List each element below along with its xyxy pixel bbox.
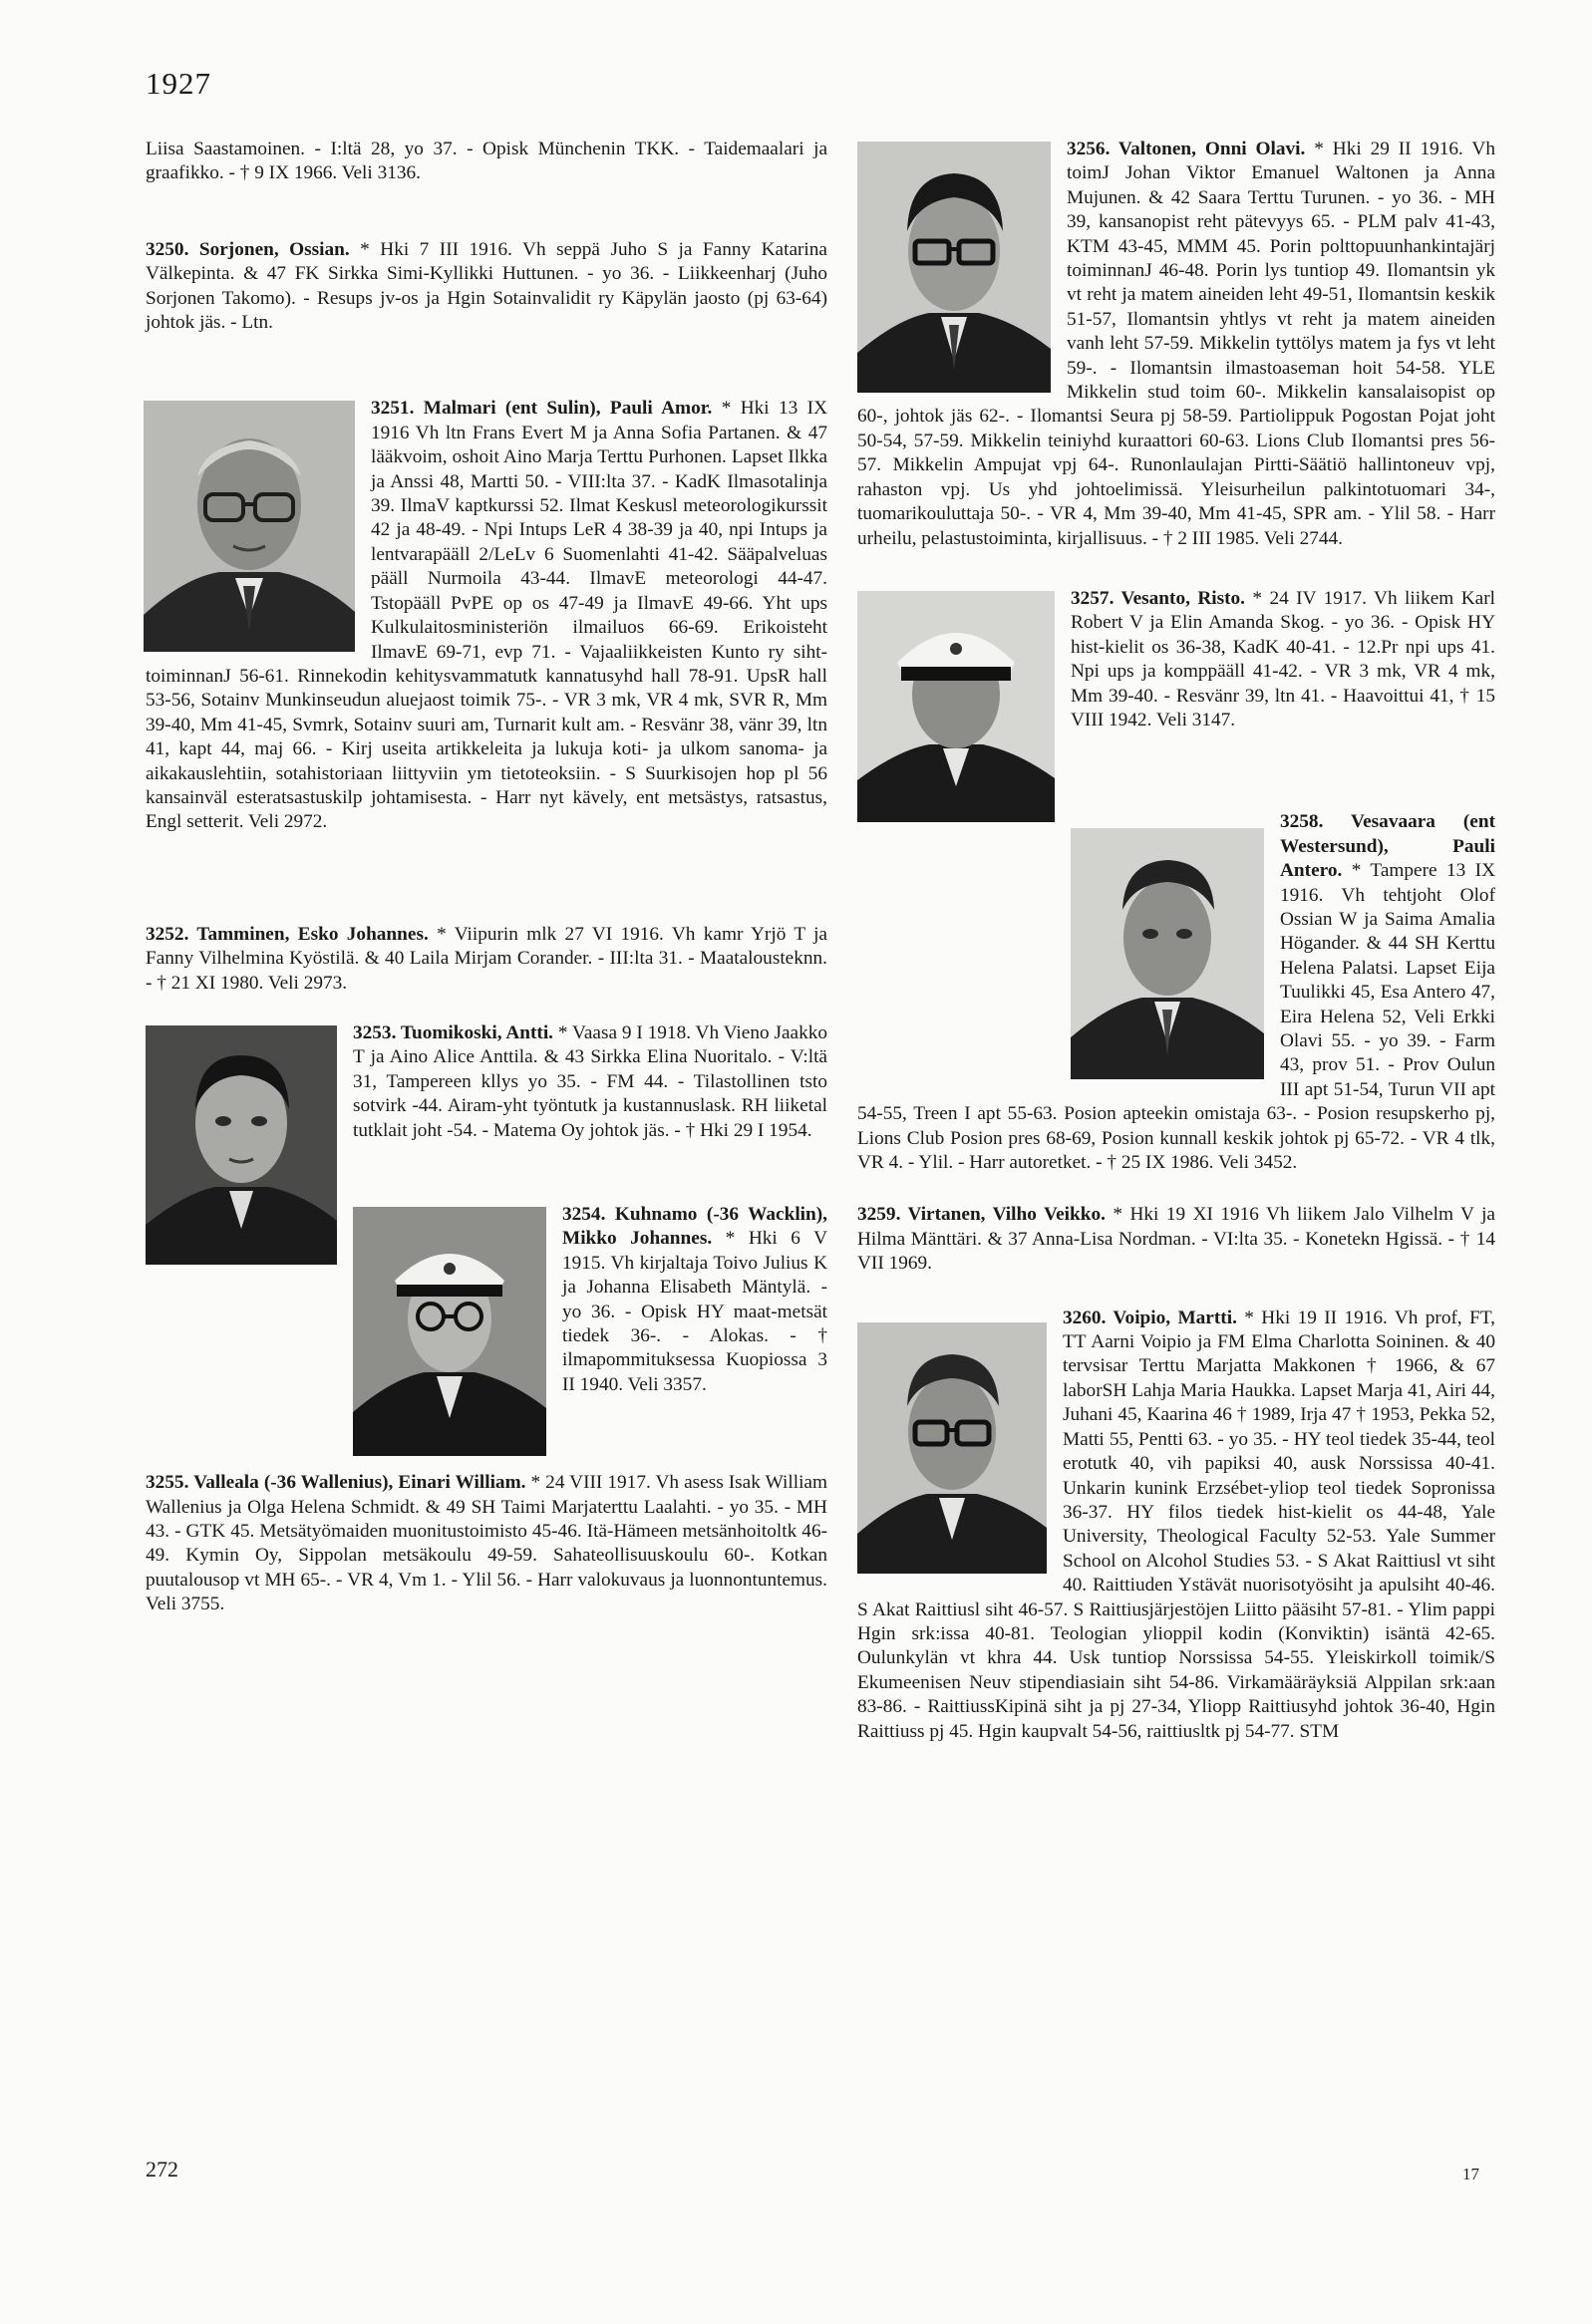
entry-heading: 3259. Virtanen, Vilho Veikko. (857, 1204, 1106, 1226)
entry-text: * Hki 7 III 1916. Vh seppä Juho S ja Fanny Katarina Välkepinta. & 47 FK Sirkka Simi-Kyllikki Huttunen. - yo 36. - Liikkeenharj (Juho Sorjonen Takomo). - Resups jv-os ja Hgin Sotainvalidit ry Käpylän jaosto (pj 63-64) johtok jäs. - Ltn. (146, 238, 827, 334)
entry-heading: 3254. Kuhnamo (-36 Wacklin), Mikko Johannes. (562, 1204, 827, 1250)
entry-text: * Tampere 13 IX 1916. Vh tehtjoht Olof Ossian W ja Saima Amalia Högander. & 44 SH Kerttu Helena Palatsi. Lapset Eija Tuulikki 45, Esa Antero 47, Eira Helena 52, Veli Erkki Olavi 55. - yo 39. - Farm 43, prov 51. - Prov Oulun III apt 51-54, Turun VII apt 54-55, Treen I apt 55-63. Posion apteekin omistaja 63-. - Posion resupskerho pj, Lions Club Posion pres 68-69, Posion kunnall keskik johtok pj 65-72. - VR 4 tlk, VR 4. - Ylil. - Harr autoretket. - † 25 IX 1986. Veli 3452. (857, 860, 1495, 1174)
entry-text: * 24 VIII 1917. Vh asess Isak William Wallenius ja Olga Helena Schmidt. & 49 SH Taimi Marjaterttu Laalahti. - yo 35. - MH 43. - GTK 45. Metsätyömaiden muonitustoimisto 45-46. Itä-Hämeen metsänhoitoltk 46-49. Kymin Oy, Sippolan metsäkoulu 49-59. Sahateollisuuskoulu 60-. Kotkan puutalousop vt MH 65-. - VR 4, Vm 1. - Ylil 56. - Harr valokuvaus ja luonnontuntemus. Veli 3755. (146, 1472, 827, 1615)
entry-text: * Hki 13 IX 1916 Vh ltn Frans Evert M ja Anna Sofia Partanen. & 47 lääkvoim, oshoit Aino Marja Terttu Purhonen. Lapset Ilkka ja Anssi 48, Martti 50. - VIII:lta 37. - KadK Ilmasotalinja 39. IlmaV kaptkurssi 52. Ilmat Keskusl meteorologikurssit 42 ja 48-49. - Npi Intups LeR 4 38-39 ja 40, npi Intups ja lentvarapääll 2/LeLv 6 Suomenlahti 41-42. Sääpalveluas pääll Nurmoila 43-44. IlmavE meteorologi 44-47. Tstopääll PvPE op os 47-49 ja IlmavE 49-66. Yht ups Kulkulaitosministeriön ilmailuos 66-69. Erikoisteht IlmavE 69-71, evp 71. - Vajaaliikkeisten Kunto ry siht-toiminnanJ 56-61. Rinnekodin kehitysvammatutk kannatusyhd hall 78-91. UpsR hall 53-56, Sotainv Munkinseudun aluejaost toimik 75-. - VR 3 mk, VR 4 mk, SVR R, Mm 39-40, Mm 41-45, Svmrk, Sotainv suuri am, Turnarit kult am. - Resvänr 38, vänr 39, ltn 41, kapt 44, maj 66. - Kirj useita artikkeleita ja lukuja koti- ja ulkom sanoma- ja aikakauslehtiin, sotahistoriaan liittyviin ym tietoteoksiin. - S Suurkisojen hop pl 56 kansainväl esteratsastuskilp johtamisesta. - Harr nyt kävely, ent metsästys, ratsastus, Engl setterit. Veli 2972. (146, 398, 827, 833)
entry-heading: 3260. Voipio, Martti. (1063, 1307, 1237, 1328)
left-column (146, 138, 827, 1663)
entry-heading: 3253. Tuomikoski, Antti. (353, 1021, 554, 1043)
portrait-photo (857, 142, 1051, 393)
portrait-photo (146, 1025, 337, 1265)
entry-3258 (857, 810, 1495, 1175)
entry-heading: 3251. Malmari (ent Sulin), Pauli Amor. (371, 398, 713, 420)
entry-text: * Hki 6 V 1915. Vh kirjaltaja Toivo Julius K ja Johanna Elisabeth Mäntylä. - yo 36. - Opisk HY maat-metsät tiedek 36-. - Alokas. - † ilmapommituksessa Kuopiossa 3 II 1940. Veli 3357. (562, 1228, 828, 1395)
entry-text: * Hki 29 II 1916. Vh toimJ Johan Viktor Emanuel Waltonen ja Anna Mujunen. & 42 Saara Terttu Turunen. - yo 36. - MH 39, kansanopist reht pätevyys 65. - PLM palv 41-43, KTM 43-45, MMM 45. Porin polttopuunhankintajärj toiminnanJ 46-48. Porin lys tuntiop 49. Ilomantsin yk vt reht ja matem aineiden leht 49-51, Ilomantsin keskik 51-57, Ilomantsin yhtlys vt reht ja matem aineiden vanh leht 57-59. Mikkelin tyttölys matem ja fys vt leht 59-. - Ilomantsin ilmastoaseman hoit 54-58. YLE Mikkelin stud toim 60-. Mikkelin kansalaisopist op 60-, johtok jäs 62-. - Ilomantsi Seura pj 58-59. Partiolippuk Pogostan Pojat joht 50-54, 57-59. Mikkelin teiniyhd kuraattori 60-63. Lions Club Ilomantsi pres 56-57. Mikkelin Ampujat vpj 64-. Runonlaulajan Pirtti-Säätiö hallintoneuv vpj, rahaston vpj. Us yhd johtoelimissä. Yleisurheilun palkintotuomari 34-, tuomarikouluttaja 50-. - VR 4, Mm 39-40, Mm 41-45, SPR am. - Ylil 58. - Harr urheilu, pelastustoiminta, kirjallisuus. - † 2 III 1985. Veli 2744. (857, 139, 1495, 549)
entry-3256 (857, 138, 1495, 551)
entry-text: * Viipurin mlk 27 VI 1916. Vh kamr Yrjö T ja Fanny Vilhelmina Kyöstilä. & 40 Laila Mirjam Corander. - III:lta 31. - Maatalousteknn. - † 21 XI 1980. Veli 2973. (146, 923, 827, 994)
portrait-photo (353, 1207, 546, 1456)
entry-heading: 3256. Valtonen, Onni Olavi. (1067, 139, 1306, 159)
entry-3260 (857, 1307, 1495, 1744)
entry-3255 (146, 1471, 827, 1616)
page-number: 272 (146, 2157, 178, 2181)
entry-heading: 3250. Sorjonen, Ossian. (146, 238, 350, 260)
entry-text: Liisa Saastamoinen. - I:ltä 28, yo 37. - Opisk Münchenin TKK. - Taidemaalari ja graafikko. - † 9 IX 1966. Veli 3136. (146, 139, 827, 184)
portrait-photo (857, 591, 1055, 822)
portrait-photo (144, 401, 355, 652)
entry-3253 (146, 1021, 827, 1143)
portrait-photo (857, 1322, 1047, 1574)
entry-heading: 3255. Valleala (-36 Wallenius), Einari William. (146, 1472, 526, 1494)
page-year: 1927 (146, 66, 211, 101)
entry-text: * Hki 19 XI 1916 Vh liikem Jalo Vilhelm V ja Hilma Mänttäri. & 37 Anna-Lisa Nordman. - VI:lta 35. - Konetekn Hgissä. - † 14 VII 1969. (857, 1204, 1495, 1275)
entry-heading: 3258. Vesavaara (ent Westersund), Pauli Antero. (1280, 811, 1495, 882)
entry-heading: 3252. Tamminen, Esko Johannes. (146, 923, 429, 945)
entry-3251 (146, 397, 827, 834)
signature-mark: 17 (1462, 2165, 1479, 2183)
entry-text: * Vaasa 9 I 1918. Vh Vieno Jaakko T ja Aino Alice Anttila. & 43 Sirkka Elina Nuoritalo. - V:ltä 31, Tampereen kllys yo 35. - FM 44. - Tilastollinen tsto sotvirk -44. Airam-yht työntutk ja kustannuslask. RH liiketal tutklait joht -54. - Matema Oy johtok jäs. - † Hki 29 I 1954. (353, 1021, 827, 1141)
entry-text: * 24 IV 1917. Vh liikem Karl Robert V ja Elin Amanda Skog. - yo 36. - Opisk HY hist-kielit os 36-38, KadK 40-41. - 12.Pr npi ups 41. Npi ups ja komppääll 41-42. - VR 3 mk, VR 4 mk, Mm 39-40. - Resvänr 39, ltn 41. - Haavoittui 41, † 15 VIII 1942. Veli 3147. (1071, 587, 1495, 730)
entry-liisa (146, 138, 827, 186)
right-column (857, 138, 1495, 1790)
entry-3259 (857, 1203, 1495, 1276)
entry-3257 (857, 587, 1495, 732)
entry-3252 (146, 923, 827, 996)
entry-text: * Hki 19 II 1916. Vh prof, FT, TT Aarni Voipio ja FM Elma Charlotta Soininen. & 40 tervsisar Terttu Marjatta Makkonen † 1966, & 67 laborSH Lahja Maria Haukka. Lapset Marja 41, Airi 44, Juhani 45, Kaarina 46 † 1989, Irja 47 † 1953, Pekka 52, Matti 55, Pentti 63. - yo 35. - HY teol tiedek 35-44, teol erotutk 40, vih papiksi 40, ausk Norssissa 40-41. Unkarin kunink Erzsébet-yliop teol tiedek Sopronissa 36-37. HY filos tiedek hist-kielit os 44-48, Yale University, Theological Faculty 52-53. Yale Summer School on Alcohol Studies 53. - S Akat Raittiusl vt siht 40. Raittiuden Ystävät nuorisotyösiht ja apulsiht 40-46. S Akat Raittiusl siht 46-57. S Raittiusjärjestöjen Liitto pääsiht 57-81. - Ylim pappi Hgin srk:issa 40-81. Teologian ylioppil kodin (Konviktin) isäntä 42-65. Oulunkylän vt khra 44. Usk tuntiop Norssissa 54-55. Yleiskirkoll toimik/S Ekumeenisen Neuv stipendiasiain siht 54-86. Virkamääräyksiä Alppilan srk:aan 83-86. - RaittiussKipinä siht ja pj 27-34, Yliopp Raittiusyhd johtok 36-40, Hgin Raittiuss pj 45. Hgin kaupvalt 54-56, raittiusltk pj 54-77. STM (857, 1307, 1495, 1742)
entry-heading: 3257. Vesanto, Risto. (1071, 587, 1245, 609)
portrait-photo (1071, 828, 1264, 1079)
entry-3250 (146, 238, 827, 336)
